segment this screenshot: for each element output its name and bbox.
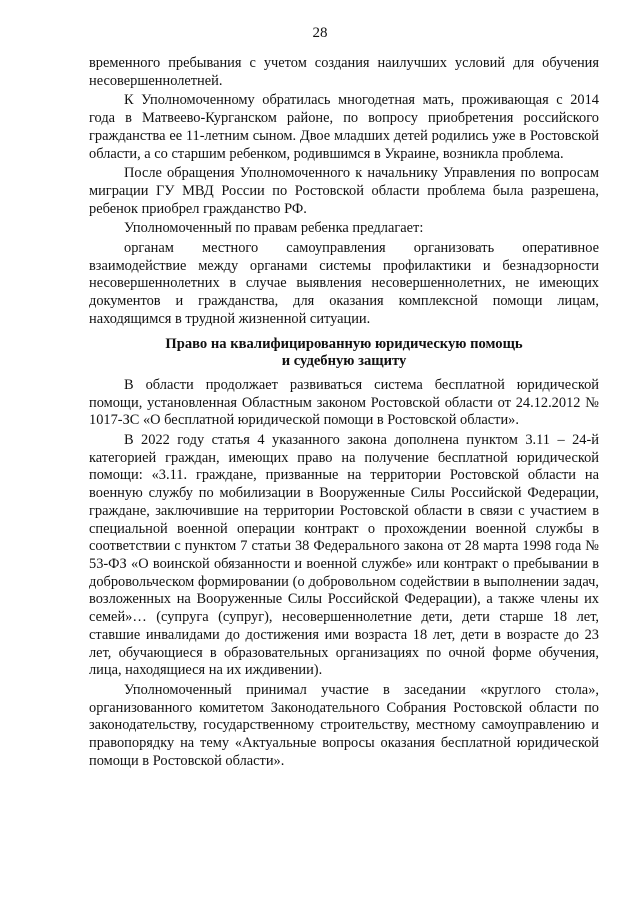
paragraph-appeal: К Уполномоченному обратилась многодетная мать, проживающая с 2014 года в Матвеево-Курганском районе, по вопросу приобретения российского гражданства ее 11-летним сыном. Двое младших детей родились уже в Ростовской области, а со старшим ребенком, родившимся в Украине, возникла проблема. <box>89 92 599 162</box>
paragraph-proposal: органам местного самоуправления организовать оперативное взаимодействие между органами системы профилактики и безнадзорности несовершеннолетних в случае выявления несовершеннолетних, не имеющих документов и гражданства, для оказания комплексной помощи лицам, находящимся в трудной жизненной ситуации. <box>89 240 599 327</box>
section-heading <box>89 336 599 371</box>
section-heading-line-2: и судебную защиту <box>281 353 407 370</box>
paragraph-continuation: временного пребывания с учетом создания наилучших условий для обучения несовершеннолетней. <box>89 55 599 89</box>
paragraph-resolution: После обращения Уполномоченного к начальнику Управления по вопросам миграции ГУ МВД России по Ростовской области проблема была разрешена, ребенок приобрел гражданство РФ. <box>89 165 599 217</box>
page-number: 28 <box>312 25 328 41</box>
page-body <box>89 55 599 770</box>
paragraph-round-table: Уполномоченный принимал участие в заседании «круглого стола», организованного комитетом Законодательного Собрания Ростовской области по законодательству, государственному строительству, местному самоуправлению и правопорядку на тему «Актуальные вопросы оказания бесплатной юридической помощи в Ростовской области». <box>89 681 599 769</box>
section-heading-line-1: Право на квалифицированную юридическую помощь <box>165 335 523 352</box>
paragraph-legal-aid-system: В области продолжает развиваться система бесплатной юридической помощи, установленная Областным законом Ростовской области от 24.12.2012 № 1017-ЗС «О бесплатной юридической помощи в Ростовской области». <box>89 376 599 429</box>
paragraph-law-amendment: В 2022 году статья 4 указанного закона дополнена пунктом 3.11 – 24-й категорией граждан, имеющих право на получение бесплатной юридической помощи: «3.11. граждане, призванные на территории Ростовской области на военную службу по мобилизации в Вооруженные Силы Российской Федерации, граждане, заключившие на территории Ростовской области в связи с участием в специальной военной операции контракт о прохождении военной службы в соответствии с пунктом 7 статьи 38 Федерального закона от 28 марта 1998 года № 53-ФЗ «О воинской обязанности и военной службе» или контракт о пребывании в добровольческом формировании (о добровольном содействии в выполнении задач, возложенных на Вооруженные Силы Российской Федерации), а также члены их семей»… (супруга (супруг), несовершеннолетние дети, дети старше 18 лет, ставшие инвалидами до достижения ими возраста 18 лет, дети в возрасте до 23 лет, обучающиеся в образовательных организациях по очной форме обучения, лица, находящиеся на их иждивении). <box>89 432 599 679</box>
paragraph-proposal-intro: Уполномоченный по правам ребенка предлагает: <box>124 220 424 237</box>
